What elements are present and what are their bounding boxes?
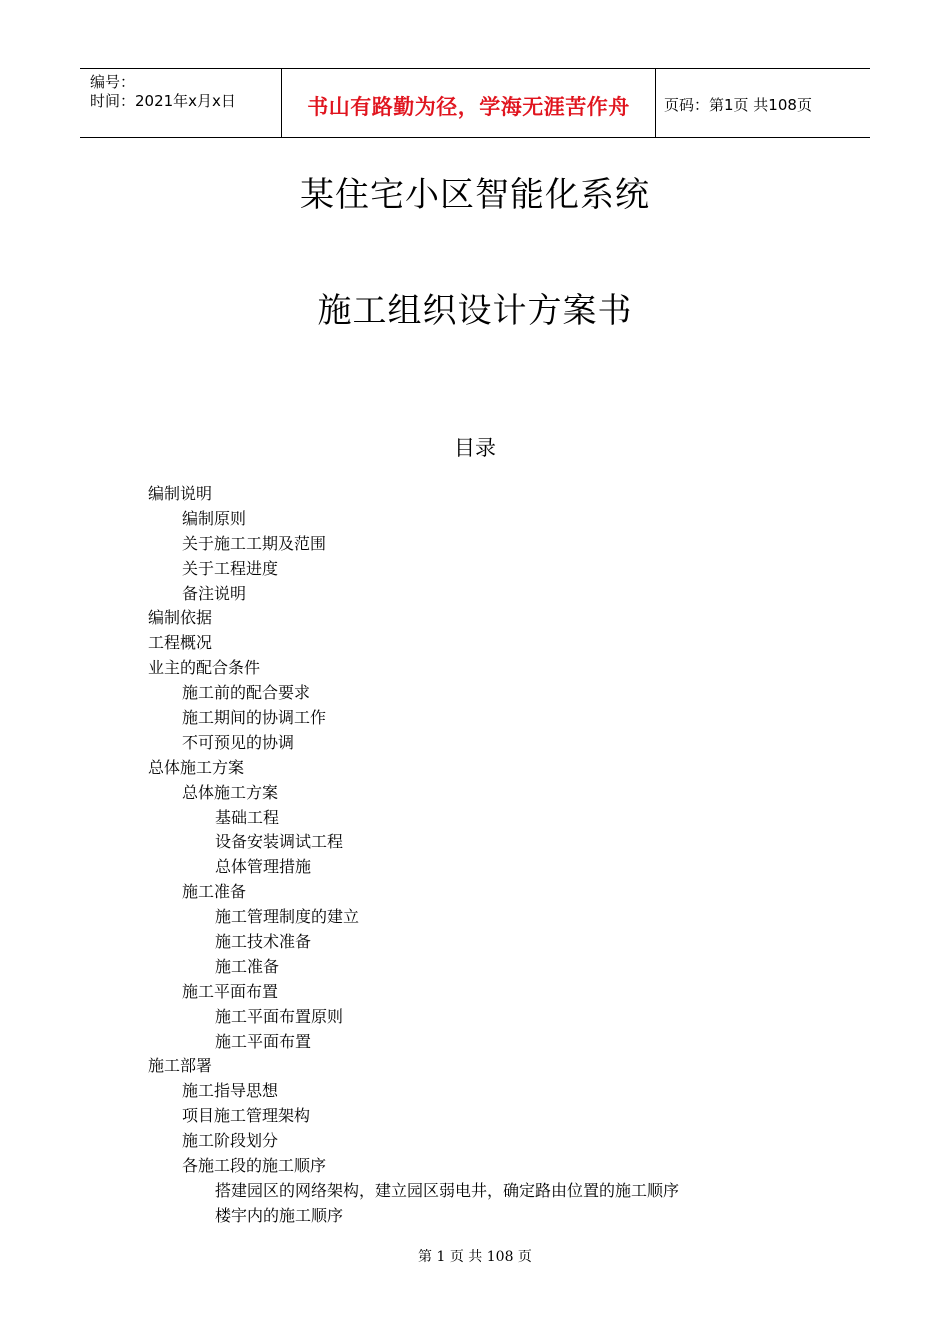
page-footer: 第 1 页 共 108 页: [418, 1249, 532, 1265]
toc-entry-level-3[interactable]: 施工准备: [215, 956, 280, 976]
toc-entry-level-2[interactable]: 各施工段的施工顺序: [182, 1156, 327, 1176]
toc-entry-level-3[interactable]: 施工技术准备: [215, 932, 312, 952]
toc-entry-level-1[interactable]: 编制依据: [148, 608, 213, 628]
header-page-info: 页码：第1页 共108页: [664, 96, 812, 114]
toc-entry-level-2[interactable]: 施工期间的协调工作: [182, 708, 327, 728]
toc-entry-level-3[interactable]: 施工平面布置原则: [215, 1006, 344, 1026]
toc-entry-level-2[interactable]: 施工指导思想: [182, 1081, 279, 1101]
toc-entry-level-1[interactable]: 业主的配合条件: [148, 658, 261, 678]
toc-entry-level-2[interactable]: 施工阶段划分: [182, 1131, 279, 1151]
toc-entry-level-2[interactable]: 不可预见的协调: [182, 732, 295, 752]
toc-entry-level-3[interactable]: 施工平面布置: [215, 1031, 312, 1051]
toc-entry-level-1[interactable]: 编制说明: [148, 484, 213, 503]
toc-entry-level-2[interactable]: 总体施工方案: [182, 782, 279, 802]
toc-entry-level-2[interactable]: 编制原则: [182, 508, 247, 528]
toc-entry-level-3[interactable]: 搭建园区的网络架构，建立园区弱电井，确定路由位置的施工顺序: [215, 1180, 680, 1200]
toc-entry-level-3[interactable]: 总体管理措施: [215, 857, 312, 877]
toc-entry-level-3[interactable]: 施工管理制度的建立: [215, 907, 360, 927]
toc-entry-level-3[interactable]: 楼宇内的施工顺序: [215, 1205, 344, 1225]
header-middle-cell: [281, 69, 656, 137]
toc-entry-level-3[interactable]: 设备安装调试工程: [215, 832, 344, 852]
toc-entry-level-2[interactable]: 施工前的配合要求: [182, 683, 311, 703]
toc-entry-level-1[interactable]: 施工部署: [148, 1056, 213, 1076]
header-right-cell: [655, 69, 870, 137]
header-left-cell: [80, 69, 281, 137]
toc-entry-level-1[interactable]: 总体施工方案: [148, 757, 245, 777]
header-number-label: 编号：: [90, 73, 136, 91]
document-title-line-1: 某住宅小区智能化系统: [300, 175, 650, 215]
toc-entry-level-2[interactable]: 项目施工管理架构: [182, 1106, 311, 1126]
header-motto: 书山有路勤为径，学海无涯苦作舟: [307, 94, 630, 119]
toc-entry-level-2[interactable]: 关于工程进度: [182, 558, 279, 578]
toc-entry-level-2[interactable]: 施工准备: [182, 882, 247, 902]
document-header: [80, 68, 870, 138]
toc-entry-level-3[interactable]: 基础工程: [215, 807, 280, 827]
toc-entry-level-2[interactable]: 备注说明: [182, 583, 247, 603]
toc-heading: 目录: [454, 436, 496, 460]
toc-entry-level-2[interactable]: 关于施工工期及范围: [182, 533, 327, 553]
toc-entry-level-1[interactable]: 工程概况: [148, 633, 213, 653]
document-title-line-2: 施工组织设计方案书: [317, 291, 633, 331]
toc-entry-level-2[interactable]: 施工平面布置: [182, 981, 279, 1001]
table-of-contents: [148, 482, 679, 1229]
header-time-label: 时间：2021年x月x日: [90, 92, 236, 110]
